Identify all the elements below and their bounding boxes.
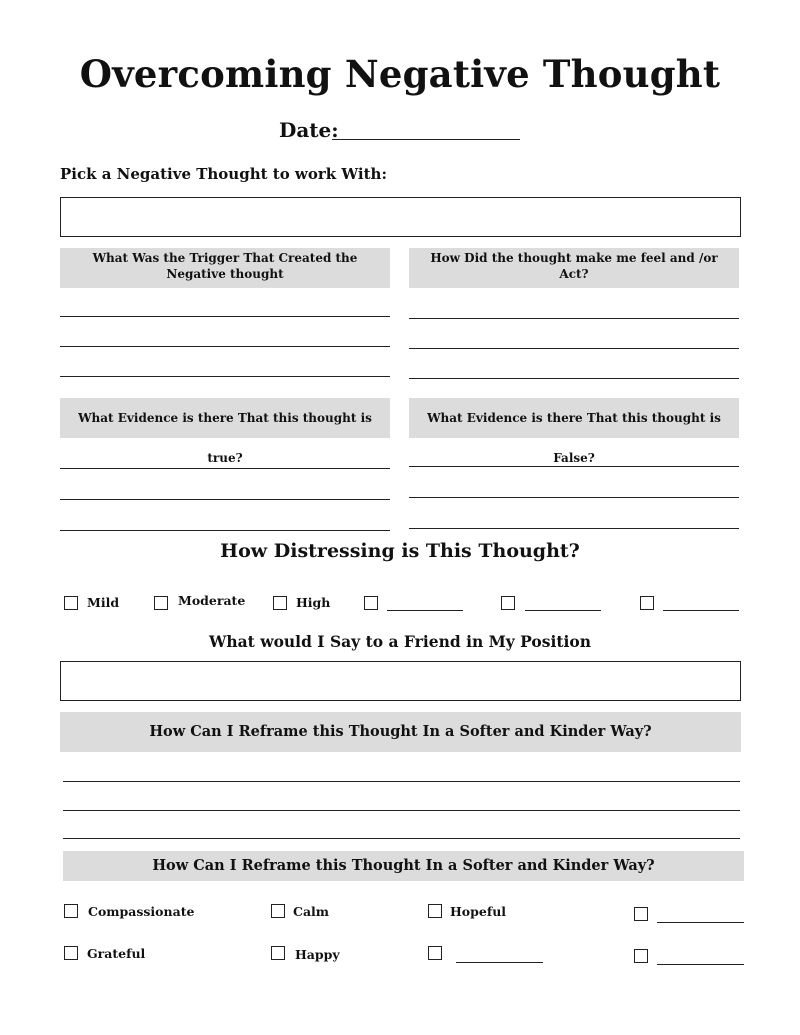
reframe-header: How Can I Reframe this Thought In a Softer and Kinder Way?: [60, 712, 741, 752]
reframe-line[interactable]: [63, 781, 740, 782]
evidence-true-line[interactable]: [60, 468, 390, 469]
distress-label-mild: Mild: [87, 595, 120, 610]
distress-checkbox-moderate[interactable]: [154, 596, 168, 610]
feeling-checkbox-happy[interactable]: [271, 946, 285, 960]
feel-line[interactable]: [409, 318, 739, 319]
feeling-checkbox-custom[interactable]: [634, 949, 648, 963]
friend-response-field[interactable]: [60, 661, 741, 701]
evidence-true-header: What Evidence is there That this thought is true?: [60, 398, 390, 438]
feeling-checkbox-grateful[interactable]: [64, 946, 78, 960]
trigger-line[interactable]: [60, 376, 390, 377]
reframe-line[interactable]: [63, 838, 740, 839]
distress-heading: How Distressing is This Thought?: [220, 540, 580, 562]
distress-label-high: High: [296, 595, 331, 610]
feeling-checkbox-compassionate[interactable]: [64, 904, 78, 918]
evidence-false-line[interactable]: [409, 528, 739, 529]
feel-header: How Did the thought make me feel and /or Act?: [409, 248, 739, 288]
distress-checkbox-custom[interactable]: [501, 596, 515, 610]
trigger-header: What Was the Trigger That Created the Negative thought: [60, 248, 390, 288]
evidence-false-line[interactable]: [409, 466, 739, 467]
distress-checkbox-mild[interactable]: [64, 596, 78, 610]
feeling-label-grateful: Grateful: [87, 946, 146, 961]
date-label: Date:: [279, 118, 339, 142]
pick-thought-label: Pick a Negative Thought to work With:: [60, 165, 388, 183]
evidence-false-line[interactable]: [409, 497, 739, 498]
distress-label-moderate: Moderate: [178, 593, 246, 608]
evidence-true-line[interactable]: [60, 530, 390, 531]
page-title: Overcoming Negative Thought: [79, 52, 721, 96]
distress-custom-field[interactable]: [663, 610, 739, 611]
feel-line[interactable]: [409, 348, 739, 349]
distress-checkbox-custom[interactable]: [364, 596, 378, 610]
feeling-label-calm: Calm: [293, 904, 330, 919]
evidence-true-line[interactable]: [60, 499, 390, 500]
distress-custom-field[interactable]: [525, 610, 601, 611]
feel-line[interactable]: [409, 378, 739, 379]
feeling-custom-field[interactable]: [657, 964, 744, 965]
friend-heading: What would I Say to a Friend in My Position: [208, 632, 592, 651]
feeling-checkbox-calm[interactable]: [271, 904, 285, 918]
feeling-checkbox-hopeful[interactable]: [428, 904, 442, 918]
feeling-custom-field[interactable]: [657, 922, 744, 923]
trigger-line[interactable]: [60, 316, 390, 317]
feeling-label-hopeful: Hopeful: [450, 904, 507, 919]
evidence-false-header: What Evidence is there That this thought is False?: [409, 398, 739, 438]
date-field[interactable]: [332, 139, 520, 140]
feeling-checkbox-custom[interactable]: [634, 907, 648, 921]
negative-thought-field[interactable]: [60, 197, 741, 237]
feeling-checkbox-custom[interactable]: [428, 946, 442, 960]
distress-checkbox-custom[interactable]: [640, 596, 654, 610]
feeling-label-compassionate: Compassionate: [88, 904, 195, 919]
feeling-label-happy: Happy: [295, 947, 340, 962]
reframe-line[interactable]: [63, 810, 740, 811]
distress-checkbox-high[interactable]: [273, 596, 287, 610]
distress-custom-field[interactable]: [387, 610, 463, 611]
reframe-header-2: How Can I Reframe this Thought In a Softer and Kinder Way?: [63, 851, 744, 881]
feeling-custom-field[interactable]: [456, 962, 543, 963]
trigger-line[interactable]: [60, 346, 390, 347]
